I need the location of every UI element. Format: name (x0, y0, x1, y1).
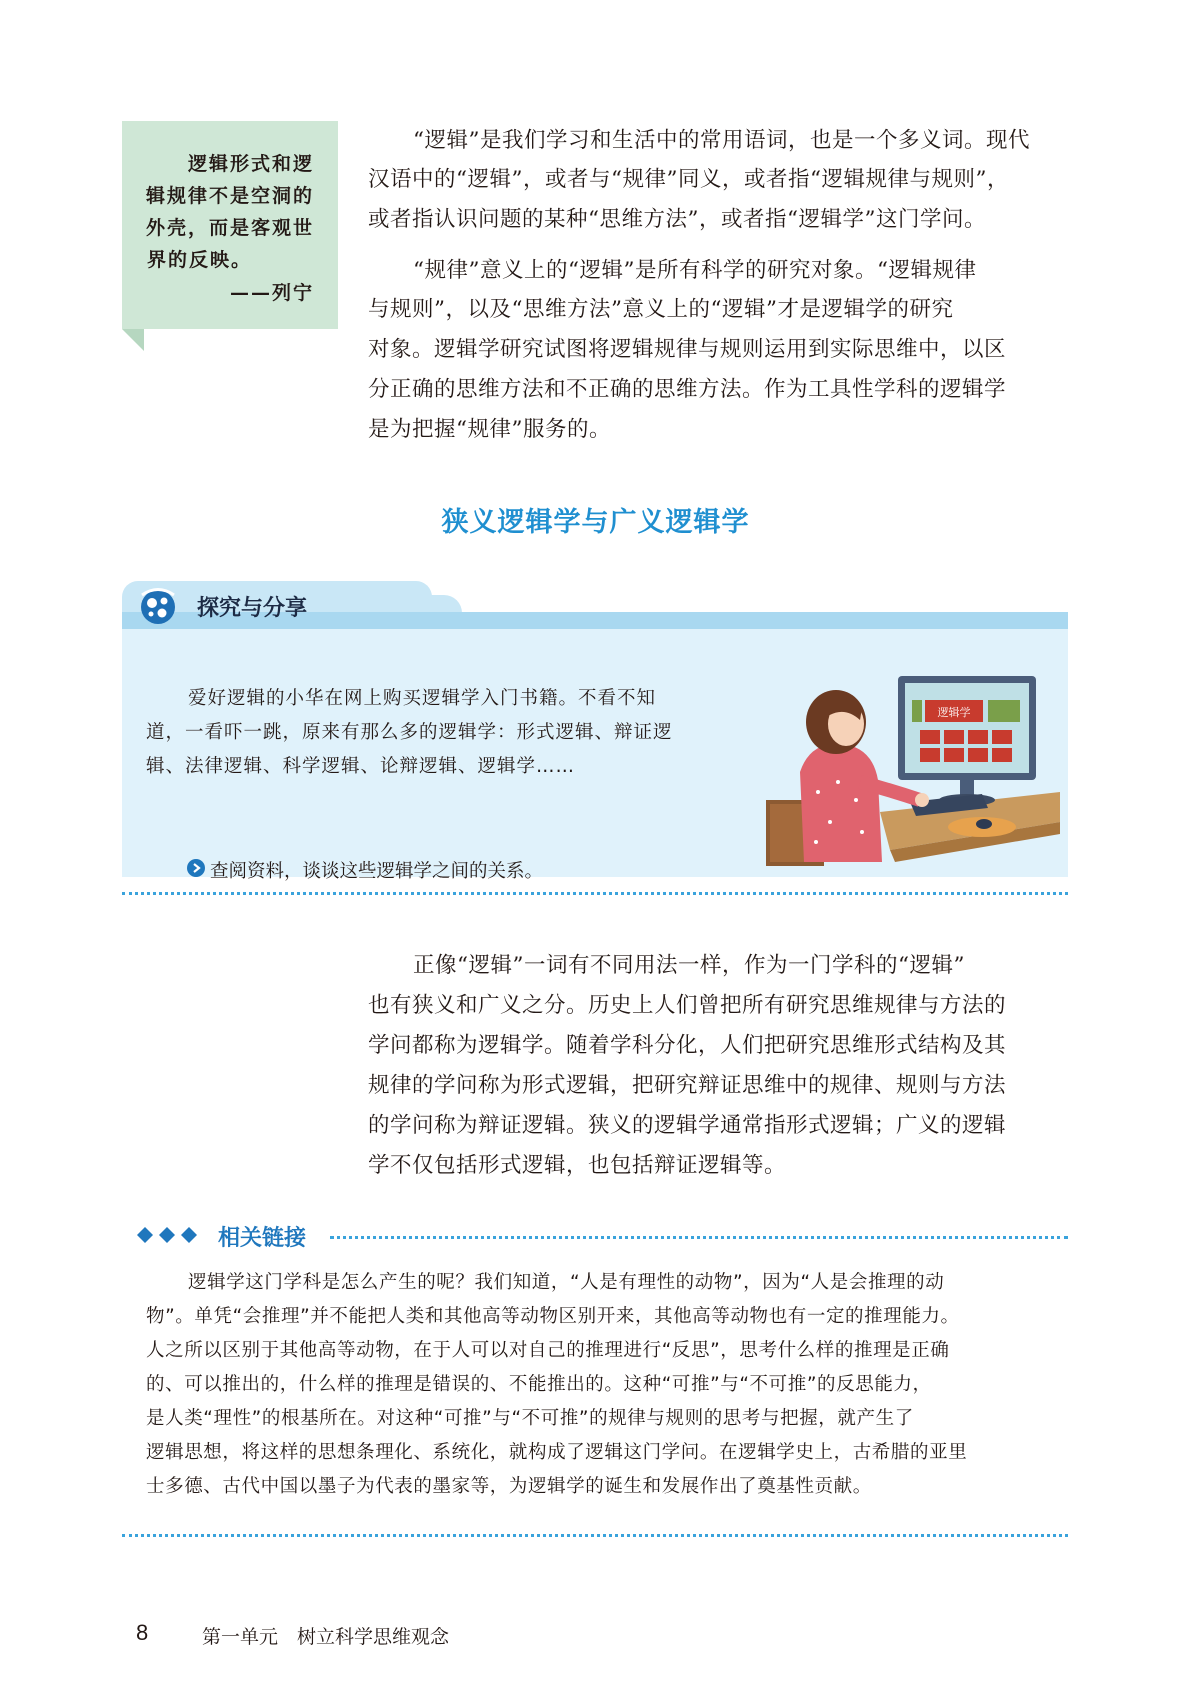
paragraph-line: 的学问称为辩证逻辑。狭义的逻辑学通常指形式逻辑；广义的逻辑 (368, 1113, 1007, 1138)
explore-divider (122, 892, 1068, 895)
quote-line: 辑规律不是空洞的 (145, 185, 314, 207)
explore-task: 查阅资料，谈谈这些逻辑学之间的关系。 (210, 861, 544, 882)
paragraph-line: 也有狭义和广义之分。历史上人们曾把所有研究思维规律与方法的 (368, 993, 1007, 1018)
quote-line: 外壳，而是客观世 (145, 217, 314, 239)
explore-line: 辑、法律逻辑、科学逻辑、论辩逻辑、逻辑学…… (146, 756, 576, 777)
paragraph-line: 是为把握“规律”服务的。 (368, 417, 611, 442)
related-link-line: 人之所以区别于其他高等动物，在于人可以对自己的推理进行“反思”，思考什么样的推理是正确 (146, 1340, 950, 1361)
card-fold-decoration (122, 329, 144, 351)
related-link-line: 逻辑学这门学科是怎么产生的呢？我们知道，“人是有理性的动物”，因为“人是会推理的动 (188, 1272, 945, 1293)
screen-label: 逻辑学 (937, 706, 971, 719)
paragraph-line: 与规则”，以及“思维方法”意义上的“逻辑”才是逻辑学的研究 (368, 297, 954, 322)
related-link-line: 物”。单凭“会推理”并不能把人类和其他高等动物区别开来，其他高等动物也有一定的推理能力。 (146, 1306, 960, 1327)
explore-icon (136, 586, 180, 626)
paragraph-line: “规律”意义上的“逻辑”是所有科学的研究对象。“逻辑规律 (413, 258, 977, 283)
quote-author: ——列宁 (229, 282, 314, 304)
related-link-line: 士多德、古代中国以墨子为代表的墨家等，为逻辑学的诞生和发展作出了奠基性贡献。 (146, 1476, 872, 1497)
section-heading: 狭义逻辑学与广义逻辑学 (441, 507, 750, 538)
sidebar-quote-card (122, 121, 338, 329)
related-link-divider (330, 1236, 1068, 1239)
paragraph-line: 分正确的思维方法和不正确的思维方法。作为工具性学科的逻辑学 (368, 377, 1007, 402)
paragraph-line: 对象。逻辑学研究试图将逻辑规律与规则运用到实际思维中，以区 (368, 337, 1007, 362)
paragraph-line: 规律的学问称为形式逻辑，把研究辩证思维中的规律、规则与方法 (368, 1073, 1007, 1098)
page-number: 8 (136, 1620, 149, 1645)
related-link-line: 的、可以推出的，什么样的推理是错误的、不能推出的。这种“可推”与“不可推”的反思能力， (146, 1374, 932, 1395)
paragraph-line: “逻辑”是我们学习和生活中的常用语词，也是一个多义词。现代 (413, 128, 1030, 153)
explore-line: 道，一看吓一跳，原来有那么多的逻辑学：形式逻辑、辩证逻 (146, 722, 673, 743)
explore-title: 探究与分享 (197, 596, 308, 621)
paragraph-line: 或者指认识问题的某种“思维方法”，或者指“逻辑学”这门学问。 (368, 207, 986, 232)
arrow-bullet-icon (187, 859, 205, 877)
paragraph-line: 正像“逻辑”一词有不同用法一样，作为一门学科的“逻辑” (413, 953, 965, 978)
related-link-line: 逻辑思想，将这样的思想条理化、系统化，就构成了逻辑这门学问。在逻辑学史上，古希腊的亚里 (146, 1442, 968, 1463)
related-link-line: 是人类“理性”的根基所在。对这种“可推”与“不可推”的规律与规则的思考与把握，就产生了 (146, 1408, 914, 1429)
girl-at-computer-illustration (760, 672, 1060, 882)
related-link-bottom-divider (122, 1534, 1068, 1537)
related-link-title: 相关链接 (218, 1226, 307, 1251)
quote-line: 逻辑形式和逻 (187, 153, 314, 175)
paragraph-line: 汉语中的“逻辑”，或者与“规律”同义，或者指“逻辑规律与规则”， (368, 167, 1009, 192)
paragraph-line: 学不仅包括形式逻辑，也包括辩证逻辑等。 (368, 1153, 787, 1178)
footer-unit-title: 第一单元 树立科学思维观念 (202, 1626, 450, 1648)
explore-line: 爱好逻辑的小华在网上购买逻辑学入门书籍。不看不知 (188, 688, 657, 709)
quote-line: 界的反映。 (147, 249, 253, 271)
diamond-bullets-icon (136, 1226, 206, 1244)
paragraph-line: 学问都称为逻辑学。随着学科分化，人们把研究思维形式结构及其 (368, 1033, 1007, 1058)
